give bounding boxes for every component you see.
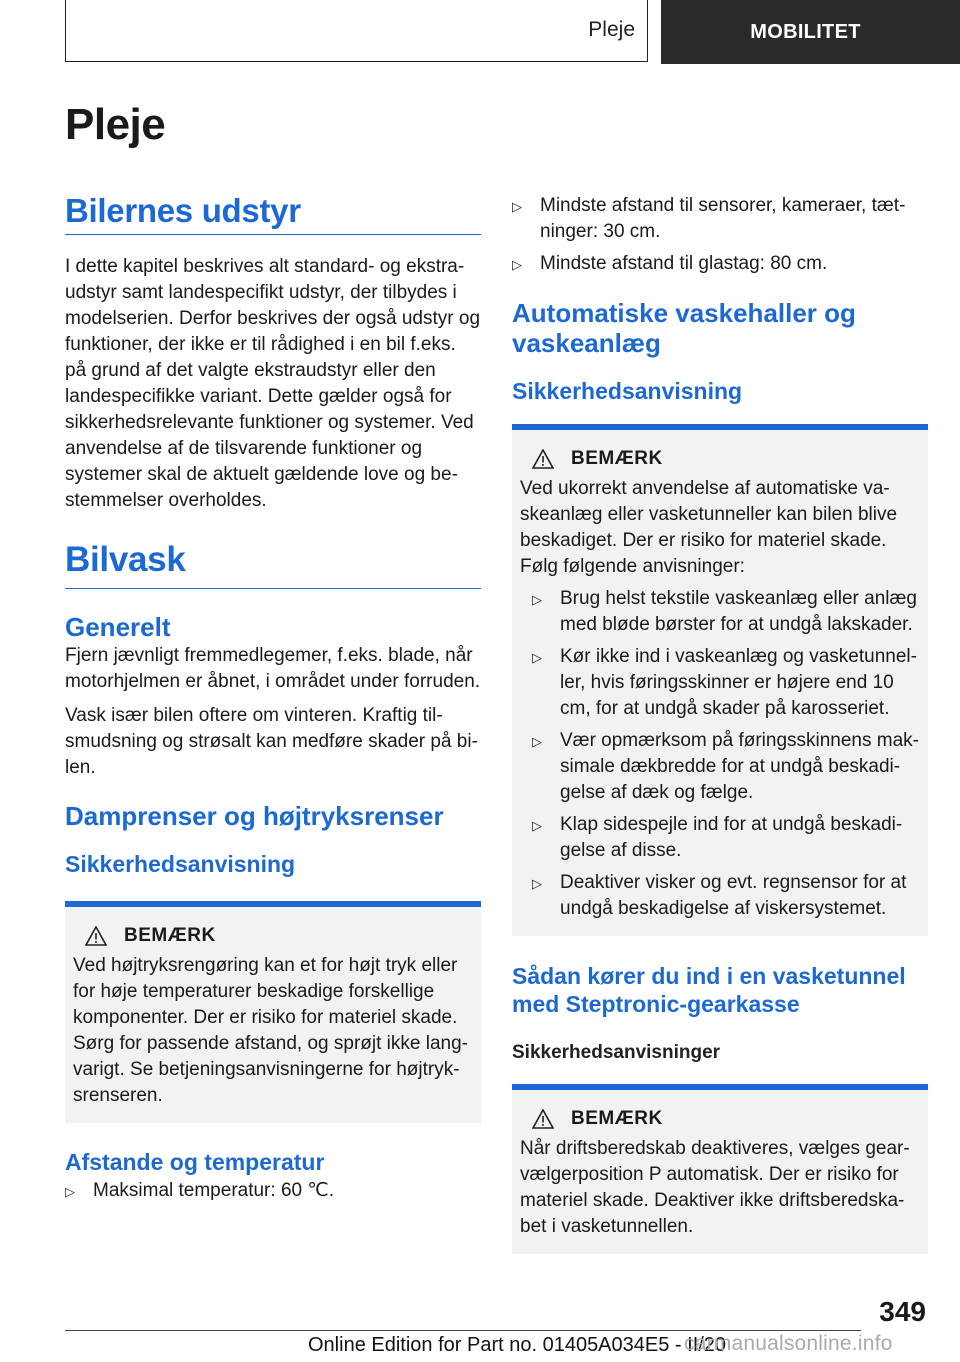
warning-triangle-icon [85,926,107,946]
note-box [65,901,481,1123]
heading-damprenser: Damprenser og højtryksrenser [65,801,444,831]
list-item-text: Mindste afstand til sensorer, kameraer, tætninger: 30 cm. [540,195,906,242]
warning-triangle-icon [532,449,554,469]
note-header [520,1108,920,1130]
para-udstyr: I dette kapitel beskrives alt standard- og ekstraudstyr samt landespecifikt udstyr, der tilbydes i modelserien. Derfor beskrives der også udstyr og funktioner, der ikke er til rådighed i en bil f.eks. på grund af det valgte ekstraudstyr eller den landespecifikke variant. Dette gælder også for sikkerhedsrelevante funktioner og systemer. Ved anvendelse af de tilsvarende funktioner og systemer skal de aktuelt gældende love og bestemmelser overholdes. [65,256,481,511]
note-box [512,424,928,936]
triangle-bullet-icon: ▷ [65,1184,75,1199]
note-text: Når driftsberedskab deaktiveres, vælges gearvælgerposition P automatisk. Der er risiko for materiel skade. Deaktiver ikke driftsberedskabet i vasketunnellen. [520,1138,910,1237]
heading-generelt: Generelt [65,612,171,642]
header-section: Pleje [588,18,635,41]
triangle-bullet-icon: ▷ [532,592,542,607]
list-item [532,870,920,922]
page-number: 349 [879,1296,926,1327]
heading-bilvask: Bilvask [65,540,186,579]
triangle-bullet-icon: ▷ [512,257,522,272]
list-item [532,728,920,806]
note-list [520,586,920,922]
note-label: BEMÆRK [124,925,216,946]
footer-rule [65,1330,861,1331]
list-item [65,1178,481,1205]
page-title: Pleje [65,100,166,149]
list-item-text: Brug helst tekstile vaskeanlæg eller anlæg med bløde børster for at undgå lakskader. [560,588,917,635]
heading-sikkerhed: Sikkerhedsanvisning [65,851,296,877]
heading-udstyr: Bilernes udstyr [65,192,301,229]
watermark: carmanualsonline.info [684,1332,893,1355]
triangle-bullet-icon: ▷ [512,199,522,214]
triangle-bullet-icon: ▷ [532,650,542,665]
heading-automatiske: Automatiske vaskehaller og vaskeanlæg [512,298,856,358]
heading-sikkerhedsanvisninger: Sikkerhedsanvisninger [512,1042,721,1063]
header-box [65,0,648,62]
list-item-text: Klap sidespejle ind for at undgå beskadigelse af disse. [560,814,903,861]
list-item-text: Mindste afstand til glastag: 80 cm. [540,253,828,274]
list-item-text: Kør ikke ind i vaskeanlæg og vasketunneller, hvis føringsskinner er højere end 10 cm, for at undgå skader på karosseriet. [560,646,917,719]
para-generelt-2: Vask især bilen oftere om vinteren. Kraftig tilsmudsning og strøsalt kan medføre skader på bilen. [65,705,478,778]
header-tab[interactable] [661,0,960,64]
edition-text: Online Edition for Part no. 01405A034E5 - II/20 [308,1334,727,1356]
heading-vasketunnel: Sådan kører du ind i en vasketunnel med Steptronic-gearkasse [512,963,906,1017]
para-generelt-1: Fjern jævnligt fremmedlegemer, f.eks. blade, når motorhjelmen er åbnet, i området under forruden. [65,645,481,692]
rule [65,234,481,235]
heading-afstande: Afstande og temperatur [65,1149,325,1175]
list-item [512,193,928,245]
heading-sikkerhed: Sikkerhedsanvisning [512,378,743,404]
list-item-text: Vær opmærksom på føringsskinnens maksimale dækbredde for at undgå beskadigelse af dæk og fælge. [560,730,919,803]
list-item-text: Maksimal temperatur: 60 ℃. [93,1180,334,1201]
triangle-bullet-icon: ▷ [532,876,542,891]
list-item-text: Deaktiver visker og evt. regnsensor for at undgå beskadigelse af viskersystemet. [560,872,907,919]
header-tab-label: MOBILITET [750,20,861,43]
triangle-bullet-icon: ▷ [532,818,542,833]
triangle-bullet-icon: ▷ [532,734,542,749]
note-text: Ved ukorrekt anvendelse af automatiske vaskeanlæg eller vasketunneller kan bilen blive beskadiget. Der er risiko for materiel skade. Følg følgende anvisninger: [520,478,898,577]
left-column [65,192,481,1205]
list-item [532,644,920,722]
note-label: BEMÆRK [571,1108,663,1129]
note-label: BEMÆRK [571,448,663,469]
list-item [512,251,928,278]
note-text: Ved højtryksrengøring kan et for højt tryk eller for høje temperaturer beskadige forskellige komponenter. Der er risiko for materiel skade. Sørg for passende afstand, og sprøjt ikke langvarigt. Se betjeningsanvisningerne for højtryksrenseren. [73,955,468,1106]
list-item [532,586,920,638]
note-header [73,925,473,947]
note-header [520,448,920,470]
rule [65,588,481,589]
right-column [512,193,928,1254]
note-box [512,1084,928,1254]
list-item [532,812,920,864]
warning-triangle-icon [532,1109,554,1129]
